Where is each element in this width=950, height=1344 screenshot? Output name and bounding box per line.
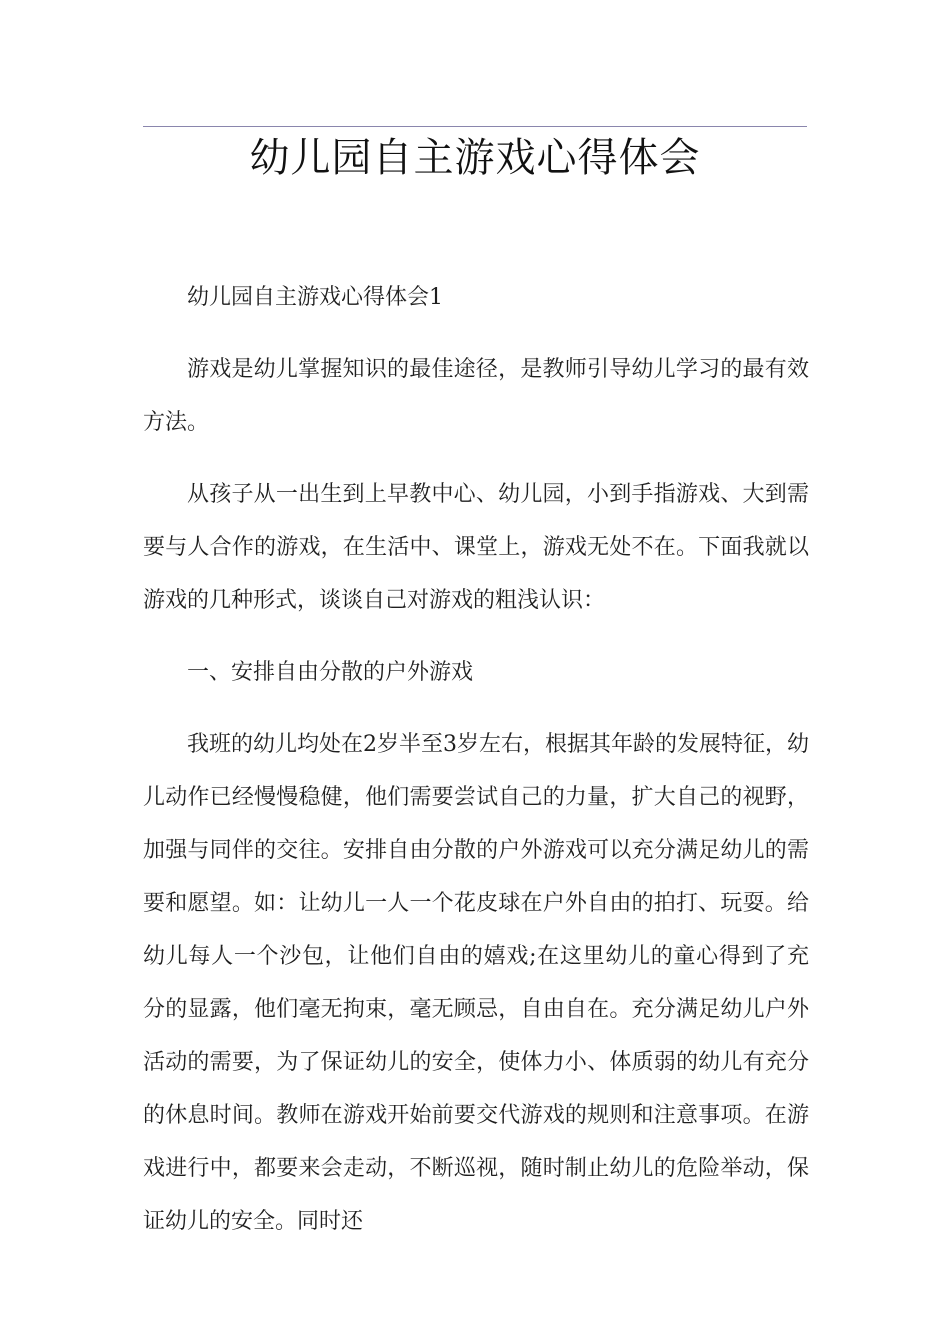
- section-heading: 幼儿园自主游戏心得体会1: [187, 285, 443, 310]
- subsection-heading: 一、安排自由分散的户外游戏: [187, 660, 474, 685]
- header-rule: [143, 126, 807, 127]
- paragraph: 我班的幼儿均处在2岁半至3岁左右，根据其年龄的发展特征，幼儿动作已经慢慢稳健，他们需要尝试自己的力量，扩大自己的视野，加强与同伴的交往。安排自由分散的户外游戏可以充分满足幼儿的需要和愿望。如：让幼儿一人一个花皮球在户外自由的拍打、玩耍。给幼儿每人一个沙包，让他们自由的嬉戏;在这里幼儿的童心得到了充分的显露，他们毫无拘束，毫无顾忌，自由自在。充分满足幼儿户外活动的需要，为了保证幼儿的安全，使体力小、体质弱的幼儿有充分的休息时间。教师在游戏开始前要交代游戏的规则和注意事项。在游戏进行中，都要来会走动，不断巡视，随时制止幼儿的危险举动，保证幼儿的安全。同时还: [143, 732, 809, 1234]
- paragraph: 游戏是幼儿掌握知识的最佳途径，是教师引导幼儿学习的最有效方法。: [143, 357, 809, 435]
- document-title: 幼儿园自主游戏心得体会: [249, 135, 701, 181]
- document-body: [143, 271, 809, 1248]
- paragraph: 从孩子从一出生到上早教中心、幼儿园，小到手指游戏、大到需要与人合作的游戏，在生活中、课堂上，游戏无处不在。下面我就以游戏的几种形式，谈谈自己对游戏的粗浅认识：: [143, 482, 809, 613]
